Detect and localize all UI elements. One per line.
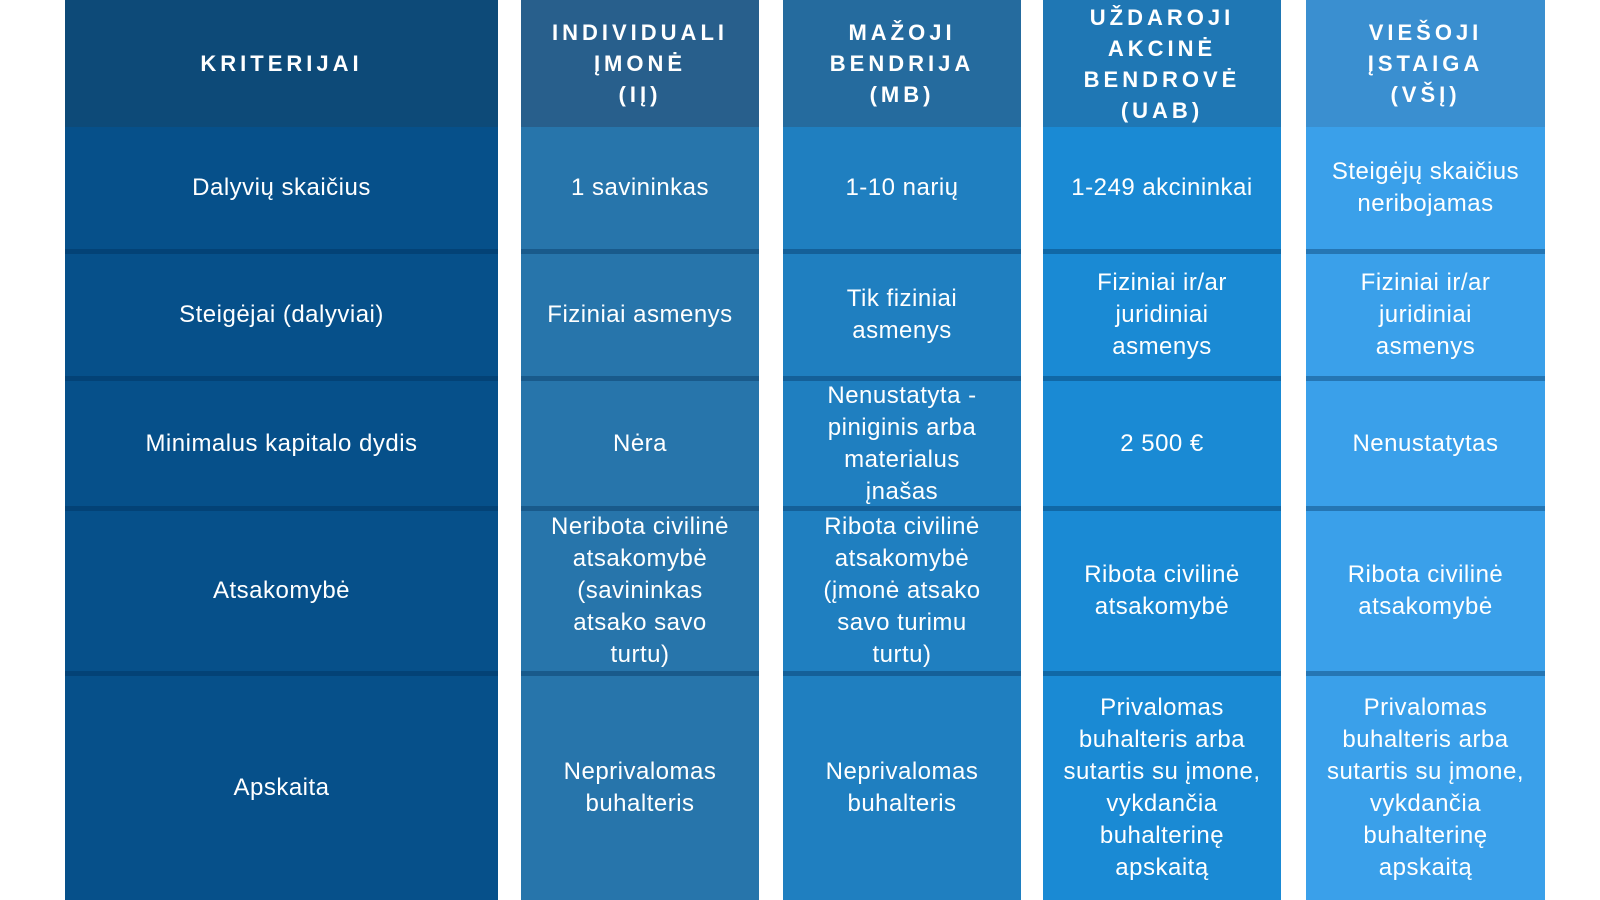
table-cell: Ribota civilinė atsakomybė [1306, 511, 1545, 676]
column-header: KRITERIJAI [65, 0, 498, 127]
table-cell: Nenustatytas [1306, 381, 1545, 511]
column-header: UŽDAROJI AKCINĖ BENDROVĖ (UAB) [1043, 0, 1281, 127]
table-cell: Nenustatyta - piniginis arba materialus įnašas [783, 381, 1021, 511]
column-criteria [65, 0, 498, 900]
table-cell: 2 500 € [1043, 381, 1281, 511]
table-cell: Ribota civilinė atsakomybė [1043, 511, 1281, 676]
criteria-label: Dalyvių skaičius [65, 127, 498, 254]
column-ii [521, 0, 759, 900]
table-cell: 1-10 narių [783, 127, 1021, 254]
table-cell: Privalomas buhalteris arba sutartis su įmone, vykdančia buhalterinę apskaitą [1306, 676, 1545, 900]
table-cell: Ribota civilinė atsakomybė (įmonė atsako savo turimu turtu) [783, 511, 1021, 676]
column-header: INDIVIDUALI ĮMONĖ (IĮ) [521, 0, 759, 127]
table-cell: Neribota civilinė atsakomybė (savininkas atsako savo turtu) [521, 511, 759, 676]
criteria-label: Steigėjai (dalyviai) [65, 254, 498, 381]
table-cell: 1-249 akcininkai [1043, 127, 1281, 254]
criteria-label: Atsakomybė [65, 511, 498, 676]
table-cell: Neprivalomas buhalteris [521, 676, 759, 900]
column-header: MAŽOJI BENDRIJA (MB) [783, 0, 1021, 127]
column-uab [1043, 0, 1281, 900]
table-cell: Fiziniai ir/ar juridiniai asmenys [1306, 254, 1545, 381]
table-cell: Privalomas buhalteris arba sutartis su įmone, vykdančia buhalterinę apskaitą [1043, 676, 1281, 900]
criteria-label: Minimalus kapitalo dydis [65, 381, 498, 511]
table-cell: Fiziniai ir/ar juridiniai asmenys [1043, 254, 1281, 381]
column-mb [783, 0, 1021, 900]
criteria-label: Apskaita [65, 676, 498, 900]
table-cell: Nėra [521, 381, 759, 511]
column-vsi [1306, 0, 1545, 900]
table-cell: Fiziniai asmenys [521, 254, 759, 381]
table-cell: 1 savininkas [521, 127, 759, 254]
table-cell: Neprivalomas buhalteris [783, 676, 1021, 900]
column-header: VIEŠOJI ĮSTAIGA (VŠĮ) [1306, 0, 1545, 127]
table-cell: Tik fiziniai asmenys [783, 254, 1021, 381]
table-cell: Steigėjų skaičius neribojamas [1306, 127, 1545, 254]
